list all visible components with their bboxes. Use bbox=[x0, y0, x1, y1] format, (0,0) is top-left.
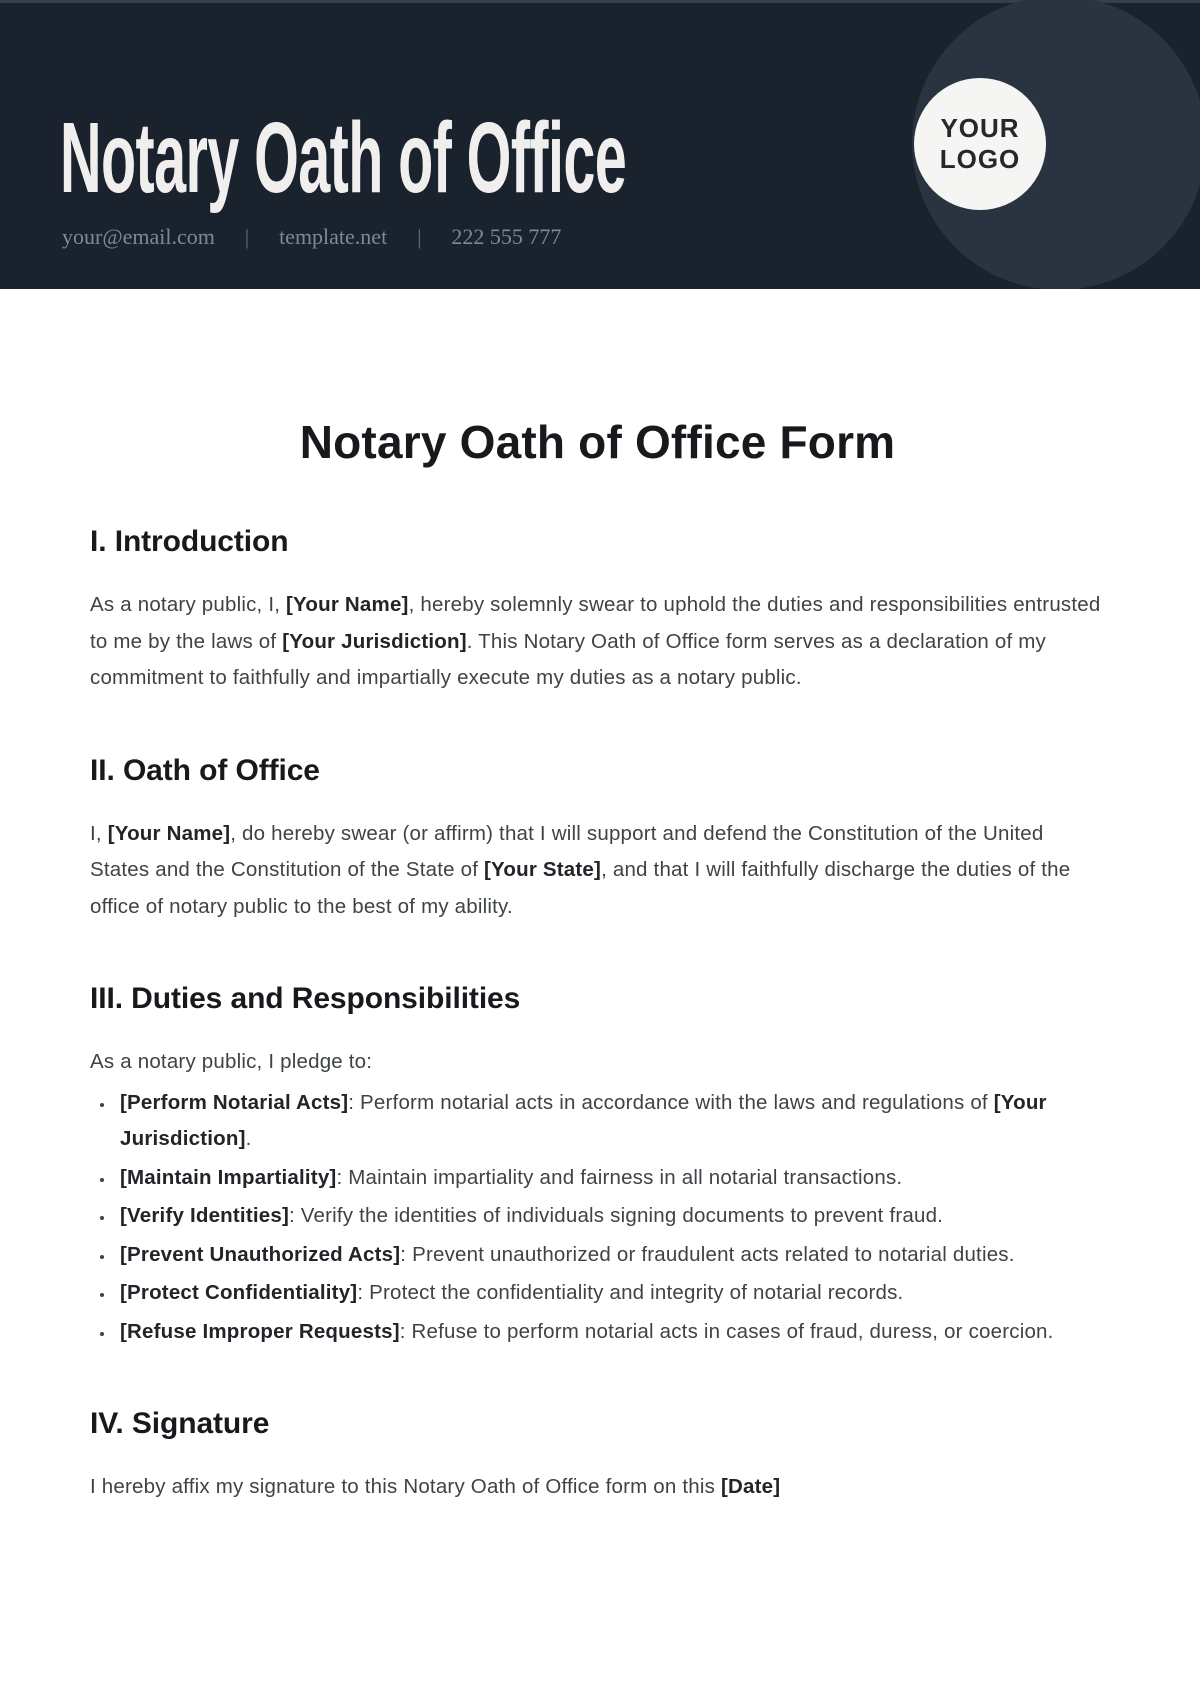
placeholder-field: [Your Name] bbox=[286, 593, 409, 616]
document-section bbox=[90, 979, 1105, 1350]
placeholder-field: [Protect Confidentiality] bbox=[120, 1281, 358, 1304]
text-run: , do hereby swear (or affirm) that I will support and defend the Constitution of the United States and the Constitution of the State of bbox=[90, 821, 1044, 881]
text-run: , and that I will faithfully discharge the duties of the office of notary public to the best of my ability. bbox=[90, 858, 1071, 918]
sections bbox=[90, 522, 1105, 1506]
text-run: : Protect the confidentiality and integrity of notarial records. bbox=[357, 1281, 904, 1304]
placeholder-field: [Refuse Improper Requests] bbox=[120, 1319, 400, 1343]
list-item bbox=[115, 1085, 1105, 1158]
text-run: I, bbox=[90, 821, 108, 845]
contact-separator: | bbox=[417, 224, 422, 249]
text-run: , hereby solemnly swear to uphold the duties and responsibilities entrusted to me by the laws of bbox=[90, 593, 1101, 653]
placeholder-field: [Your Jurisdiction] bbox=[120, 1090, 1047, 1150]
placeholder-field: [Date] bbox=[721, 1475, 781, 1498]
placeholder-field: [Perform Notarial Acts] bbox=[120, 1090, 349, 1114]
contact-website: template.net bbox=[279, 224, 388, 249]
bullet-list bbox=[90, 1085, 1105, 1351]
text-run: : Refuse to perform notarial acts in cases of fraud, duress, or coercion. bbox=[399, 1319, 1054, 1343]
logo-placeholder-badge bbox=[914, 78, 1046, 210]
placeholder-field: [Prevent Unauthorized Acts] bbox=[120, 1242, 401, 1266]
text-run: As a notary public, I, bbox=[90, 593, 287, 616]
list-item bbox=[115, 1237, 1105, 1274]
text-run: : Prevent unauthorized or fraudulent acts related to notarial duties. bbox=[400, 1242, 1015, 1266]
document-section bbox=[90, 522, 1105, 697]
text-run: : Maintain impartiality and fairness in all notarial transactions. bbox=[336, 1165, 903, 1189]
text-run: . bbox=[245, 1127, 252, 1150]
placeholder-field: [Maintain Impartiality] bbox=[120, 1165, 337, 1189]
text-run: As a notary public, I pledge to: bbox=[90, 1050, 373, 1073]
letterhead-header bbox=[0, 0, 1200, 289]
document-body bbox=[0, 416, 1200, 1506]
placeholder-field: [Your Jurisdiction] bbox=[282, 629, 467, 653]
contact-phone: 222 555 777 bbox=[451, 224, 562, 249]
list-item bbox=[115, 1275, 1105, 1312]
logo-text-line1: YOUR bbox=[940, 113, 1020, 144]
text-run: . This Notary Oath of Office form serves as a declaration of my commitment to faithfully and impartially execute my duties as a notary public. bbox=[90, 629, 1046, 689]
paragraph bbox=[90, 1044, 1105, 1081]
logo-text-line2: LOGO bbox=[939, 144, 1021, 174]
header-title: Notary Oath of Office bbox=[60, 102, 627, 214]
text-run: I hereby affix my signature to this Notary Oath of Office form on this bbox=[90, 1475, 721, 1498]
section-heading: III. Duties and Responsibilities bbox=[90, 982, 521, 1015]
placeholder-field: [Your Name] bbox=[107, 821, 231, 845]
paragraph bbox=[90, 587, 1105, 697]
document-title: Notary Oath of Office Form bbox=[299, 416, 896, 468]
section-heading: II. Oath of Office bbox=[90, 753, 320, 787]
contact-separator: | bbox=[244, 224, 250, 249]
list-item bbox=[115, 1314, 1105, 1351]
placeholder-field: [Your State] bbox=[484, 858, 602, 881]
section-heading: I. Introduction bbox=[90, 525, 289, 558]
contact-email: your@email.com bbox=[62, 224, 215, 249]
text-run: : Perform notarial acts in accordance with the laws and regulations of bbox=[348, 1090, 994, 1114]
paragraph bbox=[90, 816, 1105, 926]
placeholder-field: [Verify Identities] bbox=[120, 1204, 289, 1227]
contact-bar bbox=[62, 224, 561, 250]
list-item bbox=[115, 1160, 1105, 1197]
paragraph bbox=[90, 1469, 1105, 1506]
list-item bbox=[115, 1198, 1105, 1235]
text-run: : Verify the identities of individuals signing documents to prevent fraud. bbox=[288, 1204, 944, 1227]
section-heading: IV. Signature bbox=[90, 1407, 270, 1440]
document-section bbox=[90, 1404, 1105, 1506]
document-section bbox=[90, 751, 1105, 926]
